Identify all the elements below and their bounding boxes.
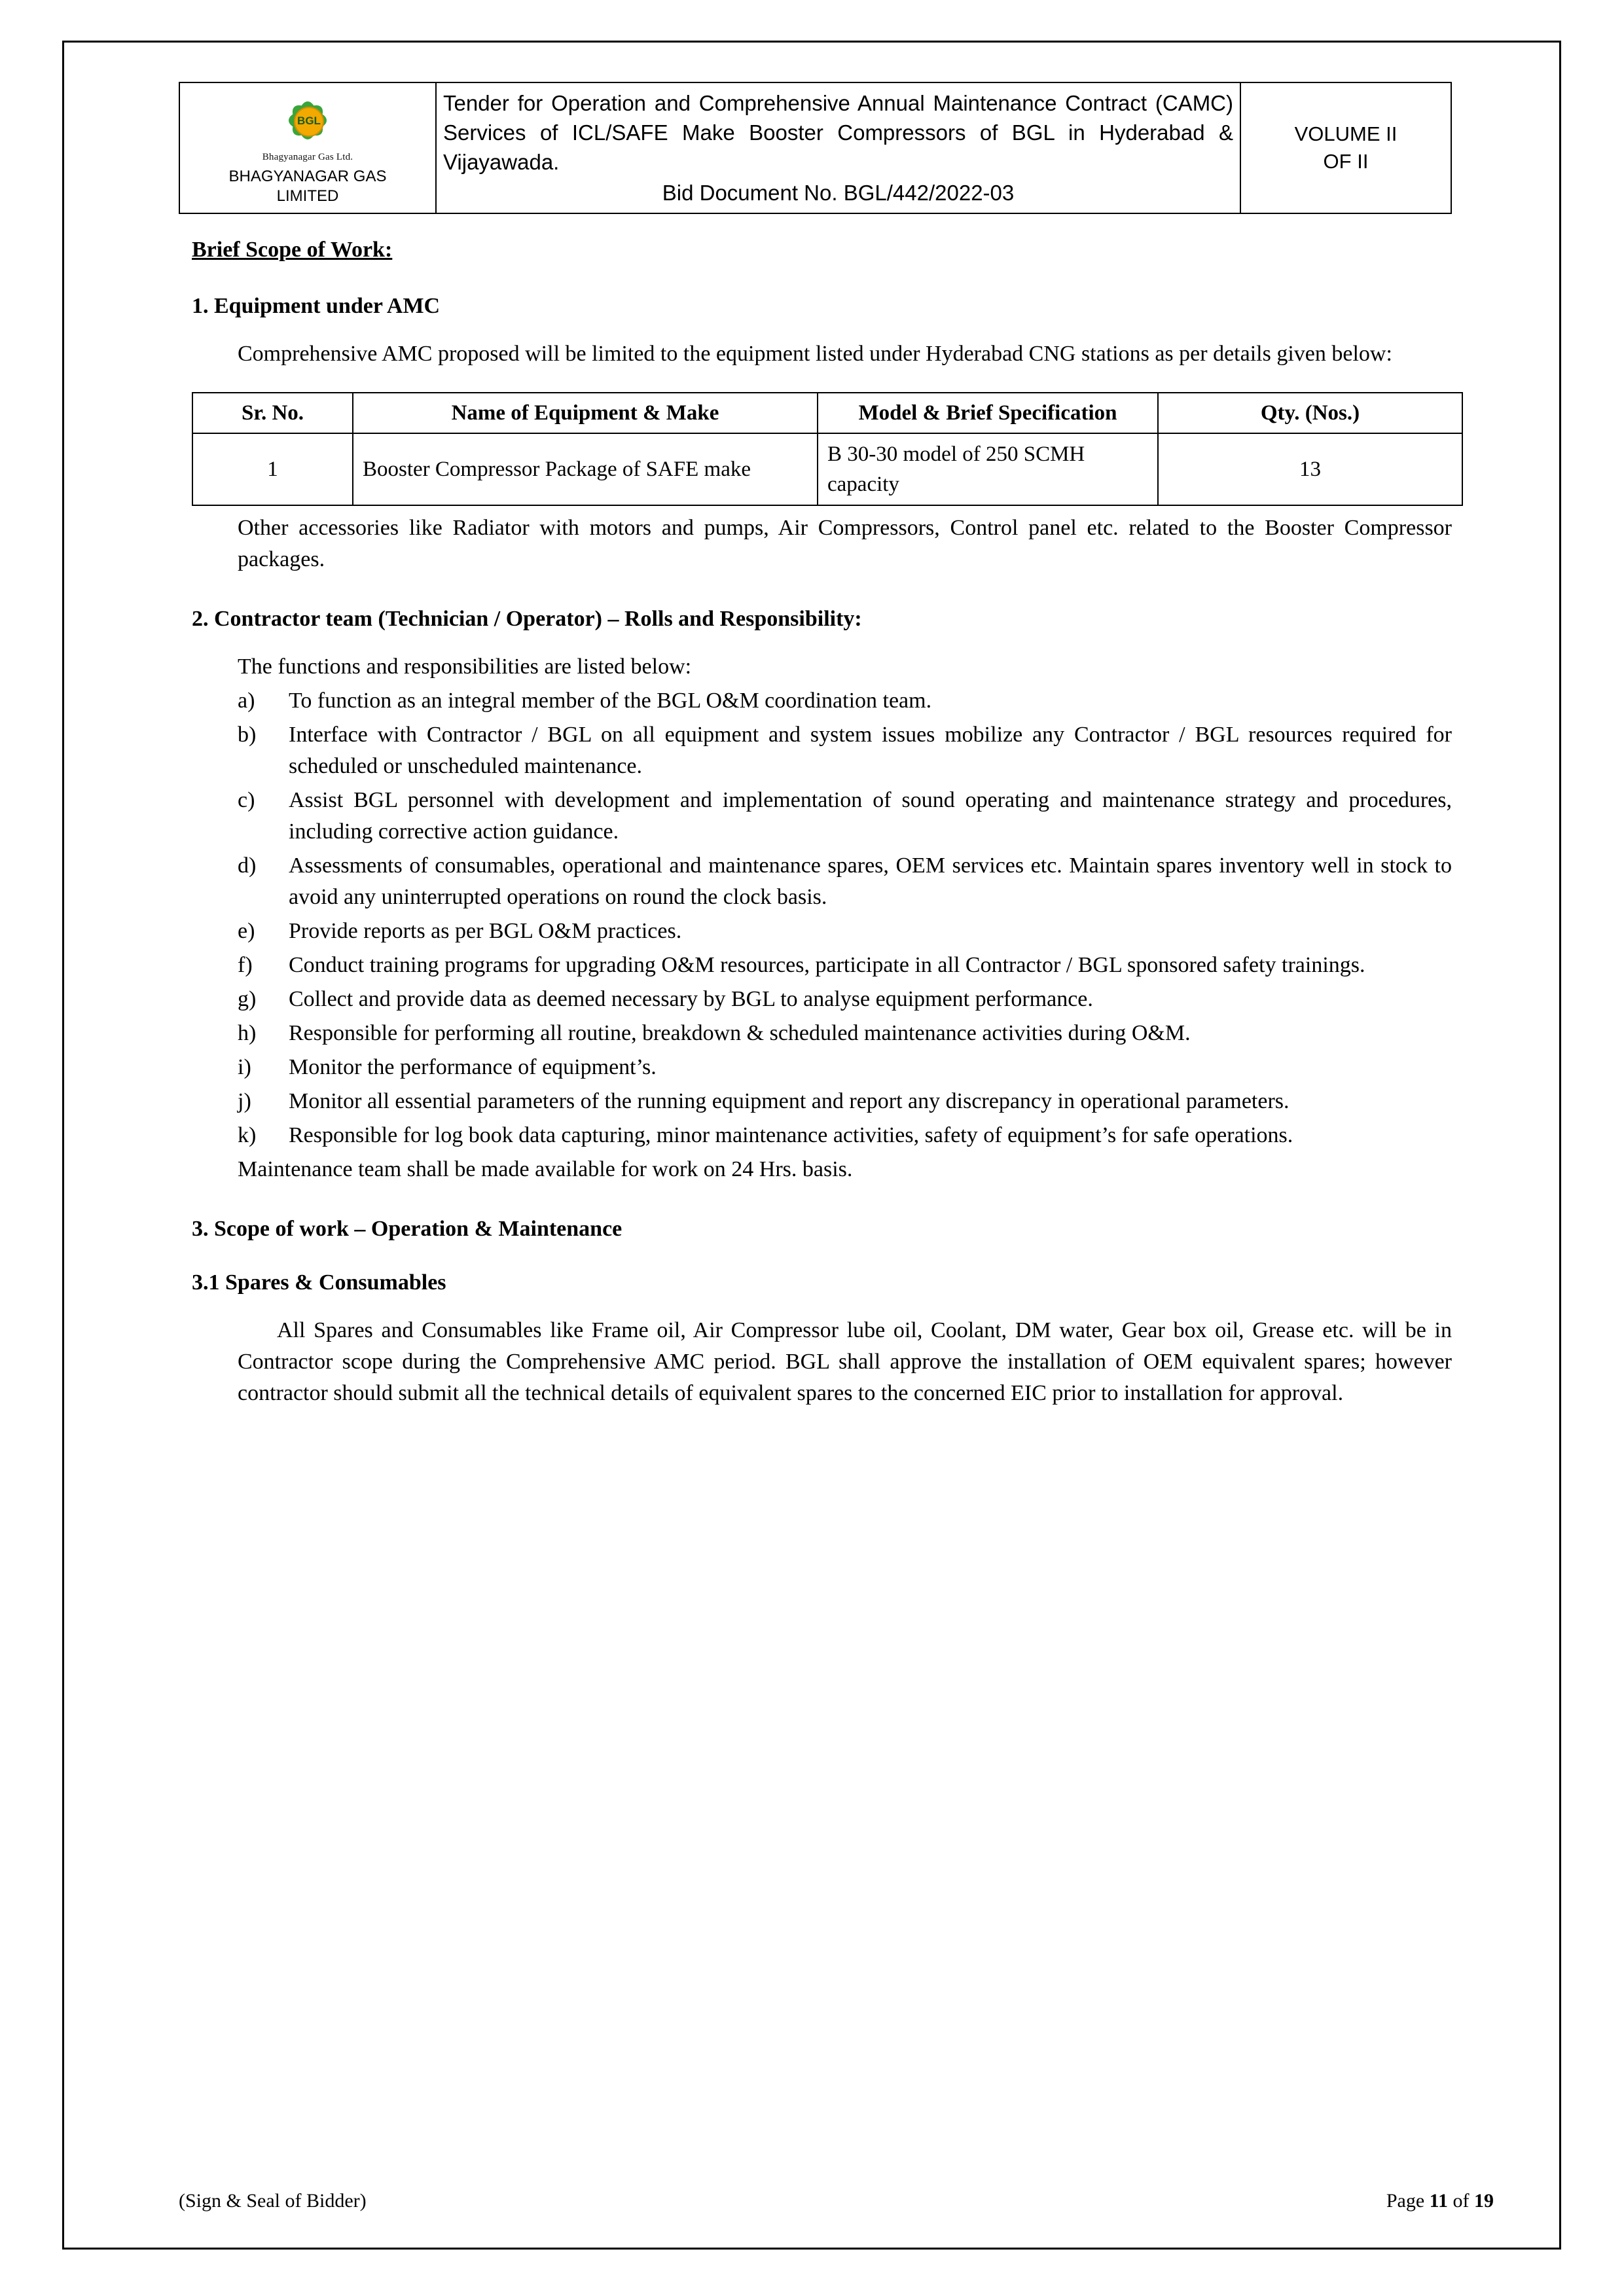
list-item-text: Provide reports as per BGL O&M practices. — [289, 919, 682, 943]
company-name-line2: LIMITED — [276, 187, 339, 205]
list-item-text: Collect and provide data as deemed necessary by BGL to analyse equipment performance. — [289, 987, 1093, 1011]
list-marker: f) — [238, 953, 253, 977]
cell-sr-no: 1 — [192, 433, 353, 505]
responsibility-list — [238, 685, 1452, 1151]
list-marker: d) — [238, 853, 257, 878]
equipment-table — [192, 392, 1463, 506]
volume-line1: VOLUME II — [1294, 122, 1398, 145]
section-2-outro: Maintenance team shall be made available for work on 24 Hrs. basis. — [238, 1157, 853, 1181]
footer-page-number — [1386, 2190, 1494, 2212]
list-item-text: Conduct training programs for upgrading O&M resources, participate in all Contractor / BGL sponsored safety trainings. — [289, 953, 1365, 977]
list-marker: j) — [238, 1089, 251, 1113]
section-2-intro: The functions and responsibilities are listed below: — [238, 655, 692, 679]
list-marker: e) — [238, 919, 255, 943]
list-item — [238, 1120, 1452, 1151]
list-item — [238, 916, 1452, 947]
list-item — [238, 785, 1452, 848]
table-header-row — [192, 393, 1462, 433]
list-item-text: Responsible for performing all routine, breakdown & scheduled maintenance activities during O&M. — [289, 1021, 1191, 1045]
column-header-qty: Qty. (Nos.) — [1158, 393, 1462, 433]
footer-page-total: 19 — [1474, 2190, 1494, 2212]
footer-sign-seal: (Sign & Seal of Bidder) — [179, 2190, 367, 2212]
page-content — [179, 82, 1452, 1409]
list-item — [238, 719, 1452, 782]
company-name-line1: BHAGYANAGAR GAS — [228, 167, 387, 185]
list-item-text: To function as an integral member of the BGL O&M coordination team. — [289, 689, 932, 713]
list-item-text: Monitor all essential parameters of the running equipment and report any discrepancy in operational parameters. — [289, 1089, 1290, 1113]
list-marker: k) — [238, 1123, 257, 1147]
bgl-logo-icon — [278, 90, 338, 151]
header-title-cell — [436, 82, 1240, 213]
cell-qty: 13 — [1158, 433, 1462, 505]
list-item — [238, 1018, 1452, 1049]
equipment-table-body — [192, 433, 1462, 505]
table-row — [192, 433, 1462, 505]
list-marker: i) — [238, 1055, 251, 1079]
list-item — [238, 1086, 1452, 1117]
list-item — [238, 685, 1452, 717]
list-item-text: Assessments of consumables, operational and maintenance spares, OEM services etc. Maintain spares inventory well in stock to avoid any uninterrupted operations on round the clock basis. — [289, 853, 1452, 909]
list-marker: h) — [238, 1021, 257, 1045]
list-item — [238, 984, 1452, 1015]
logo-wrap — [187, 90, 429, 163]
tender-title: Tender for Operation and Comprehensive Annual Maintenance Contract (CAMC) Services of ICL/SAFE Make Booster Compressors of BGL in Hyderabad & Vijayawada. — [443, 91, 1233, 174]
list-marker: g) — [238, 987, 257, 1011]
column-header-name: Name of Equipment & Make — [353, 393, 818, 433]
document-page — [62, 41, 1561, 2250]
column-header-model: Model & Brief Specification — [818, 393, 1158, 433]
after-table-note: Other accessories like Radiator with motors and pumps, Air Compressors, Control panel etc. related to the Booster Compressor packages. — [238, 516, 1452, 571]
list-item — [238, 950, 1452, 981]
list-marker: a) — [238, 689, 255, 713]
section-1-intro: Comprehensive AMC proposed will be limited to the equipment listed under Hyderabad CNG stations as per details given below: — [238, 342, 1392, 366]
header-row — [179, 82, 1451, 213]
logo-core-text: BGL — [294, 107, 324, 137]
list-item — [238, 1052, 1452, 1083]
footer-page-prefix: Page — [1386, 2190, 1430, 2212]
header-volume-cell — [1240, 82, 1451, 213]
list-item — [238, 850, 1452, 913]
brief-scope-heading: Brief Scope of Work: — [192, 238, 393, 262]
section-3-1-heading: 3.1 Spares & Consumables — [192, 1270, 446, 1295]
cell-equipment-name: Booster Compressor Package of SAFE make — [353, 433, 818, 505]
footer-page-middle: of — [1448, 2190, 1474, 2212]
company-name — [187, 167, 429, 206]
list-item-text: Monitor the performance of equipment’s. — [289, 1055, 657, 1079]
footer-page-current: 11 — [1429, 2190, 1448, 2212]
column-header-sr-no: Sr. No. — [192, 393, 353, 433]
list-item-text: Assist BGL personnel with development and implementation of sound operating and maintenance strategy and procedures, including corrective action guidance. — [289, 788, 1452, 844]
header-logo-cell — [179, 82, 436, 213]
bid-document-number: Bid Document No. BGL/442/2022-03 — [662, 181, 1015, 205]
section-3-heading: 3. Scope of work – Operation & Maintenance — [192, 1217, 623, 1241]
logo-subtitle: Bhagyanagar Gas Ltd. — [262, 151, 353, 162]
list-item-text: Interface with Contractor / BGL on all equipment and system issues mobilize any Contractor / BGL resources required for scheduled or unscheduled maintenance. — [289, 723, 1452, 778]
list-marker: c) — [238, 788, 255, 812]
equipment-table-head — [192, 393, 1462, 433]
page-footer — [179, 2190, 1494, 2212]
section-3-1-text: All Spares and Consumables like Frame oil, Air Compressor lube oil, Coolant, DM water, Gear box oil, Grease etc. will be in Contractor scope during the Comprehensive AMC period. BGL shall approve the installation of OEM equivalent spares; however contractor should submit all the technical details of equivalent spares to the concerned EIC prior to installation for approval. — [238, 1318, 1452, 1405]
document-header-table — [179, 82, 1452, 214]
list-item-text: Responsible for log book data capturing, minor maintenance activities, safety of equipment’s for safe operations. — [289, 1123, 1293, 1147]
cell-model: B 30-30 model of 250 SCMH capacity — [818, 433, 1158, 505]
section-1-heading: 1. Equipment under AMC — [192, 294, 441, 318]
section-2-heading: 2. Contractor team (Technician / Operator) – Rolls and Responsibility: — [192, 607, 862, 631]
volume-line2: OF II — [1323, 150, 1369, 173]
list-marker: b) — [238, 723, 257, 747]
